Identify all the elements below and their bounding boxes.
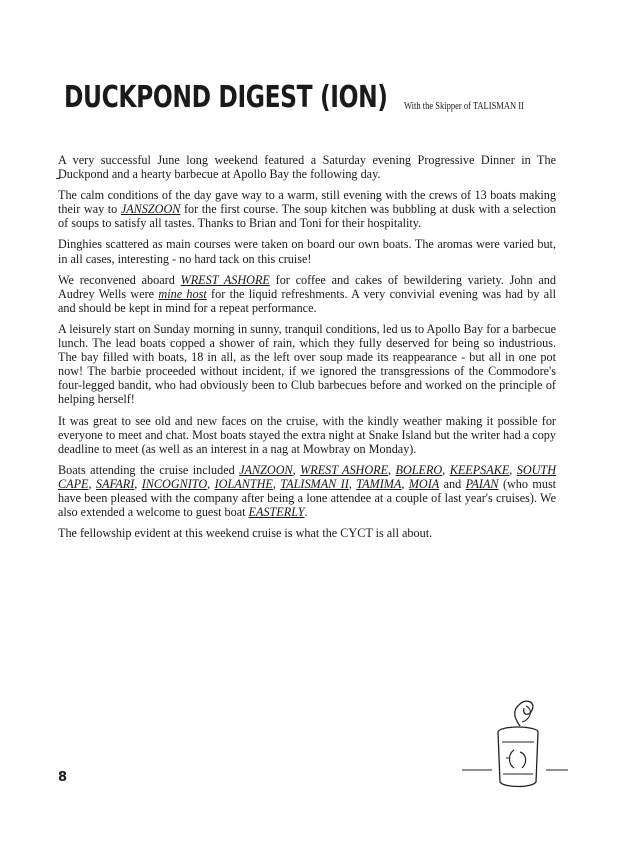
mine-host: mine host [158, 286, 207, 301]
boat-name: JANSZOON [120, 202, 181, 217]
boat-name: WREST ASHORE [300, 462, 389, 477]
boat-name: PAIAN [465, 476, 499, 491]
paragraph-7-intro: Boats attending the cruise included [58, 462, 240, 477]
paragraph-6: It was great to see old and new faces on the cruise, with the kindly weather making it possible for everyone to meet and chat. Most boats stayed the extra night at Snake Island but the writer had a copy deadline to meet (as well as an interest in a nag at Mowbray on Monday). [58, 413, 556, 456]
boat-name: INCOGNITO [141, 476, 208, 491]
paragraph-5: A leisurely start on Sunday morning in sunny, tranquil conditions, led us to Apollo Bay for a barbecue lunch. The lead boats copped a shower of rain, which they fully deserved for being so industrious. The bay filled with boats, 18 in all, as the left over soup made its reappearance - but all in one pot now! The barbie proceeded without incident, if we ignored the transgressions of the Commodore's four-legged bandit, who had obviously been to Club barbecues before and worked on the principle of helping herself! [58, 321, 556, 407]
paragraph-7-text: (who must have been pleased with the company after being a lone attendee at a couple of last year's cruises). We also extended a welcome to guest boat [58, 476, 557, 520]
boat-name: MOIA [408, 476, 440, 491]
boat-name: IOLANTHE [214, 476, 273, 491]
paragraph-8: The fellowship evident at this weekend cruise is what the CYCT is all about. [58, 526, 433, 541]
paragraph-2-text-b: for the first course. The soup kitchen was bubbling at dusk with a selection of soups to satisfy all tastes. Thanks to Brian and Toni for their hospitality. [58, 202, 556, 231]
boat-name: JANZOON [239, 462, 293, 477]
article-title: DUCKPOND DIGEST (ION) [64, 80, 388, 115]
boat-name: SOUTH CAPE [58, 462, 557, 491]
soup-can-icon [462, 698, 572, 790]
article-body [58, 153, 556, 547]
paragraph-2 [58, 188, 556, 230]
boat-name: WREST ASHORE [180, 272, 270, 287]
boat-name: TAMIMA [356, 476, 402, 491]
guest-boat-name: EASTERLY [248, 505, 305, 520]
paragraph-2-text-a: The calm conditions of the day gave way to a warm, still evening with the crews of 13 boats making their way to [58, 188, 556, 217]
boat-list: JANZOON, WREST ASHORE, BOLERO, KEEPSAKE, SOUTH CAPE, SAFARI, INCOGNITO, IOLANTHE, TALISMAN II, TAMIMA, MOIA and PAIAN [58, 462, 557, 491]
boat-name: BOLERO [395, 462, 443, 477]
page-number: 8 [58, 770, 68, 785]
paragraph-4-text-a: We reconvened aboard [58, 272, 181, 287]
boat-name: SAFARI [95, 476, 135, 491]
article-header [64, 80, 564, 120]
paragraph-1: A very successful June long weekend featured a Saturday evening Progressive Dinner in The Duckpond and a hearty barbecue at Apollo Bay the following day. [58, 153, 556, 182]
paragraph-7 [58, 463, 556, 519]
paragraph-4-text-b: for coffee and cakes of bewildering variety. John and Audrey Wells were [58, 272, 556, 301]
boat-name: KEEPSAKE [449, 462, 510, 477]
paragraph-4-text-c: for the liquid refreshments. A very convivial evening was had by all and should be kept in mind for a repeat performance. [58, 286, 556, 315]
paragraph-7-end: . [304, 505, 308, 520]
paragraph-4 [58, 273, 556, 315]
article-byline: With the Skipper of TALISMAN II [404, 101, 524, 112]
paragraph-3: Dinghies scattered as main courses were taken on board our own boats. The aromas were varied but, in all cases, interesting - no hard tack on this cruise! [58, 237, 556, 266]
boat-name: TALISMAN II [280, 476, 349, 491]
